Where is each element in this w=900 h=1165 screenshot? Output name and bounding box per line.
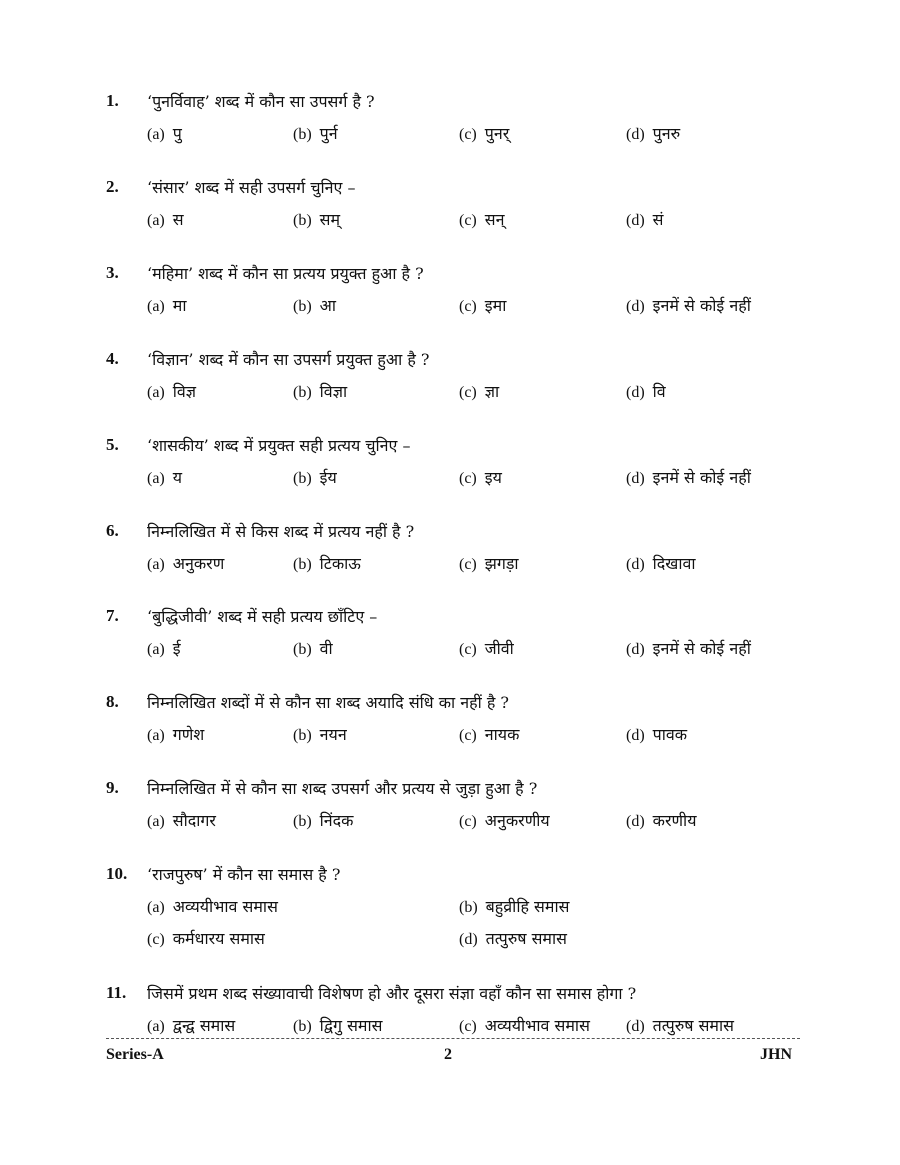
option-text: वि	[652, 382, 666, 401]
answer-option	[147, 927, 265, 949]
answer-option	[293, 637, 333, 659]
answer-option	[293, 380, 347, 402]
option-label: (d)	[626, 384, 645, 401]
answer-option	[459, 294, 506, 316]
answer-option	[459, 122, 509, 144]
answer-option	[459, 637, 514, 659]
footer-series: Series-A	[106, 1046, 164, 1063]
option-text: स	[172, 210, 184, 229]
answer-option	[147, 552, 224, 574]
answer-option	[626, 466, 751, 488]
answer-option	[293, 552, 361, 574]
option-label: (a)	[147, 1018, 165, 1035]
answer-option	[459, 809, 550, 831]
option-label: (d)	[626, 298, 645, 315]
answer-option	[626, 637, 751, 659]
question-text: ‘राजपुरुष’ में कौन सा समास है ?	[147, 865, 341, 884]
option-label: (b)	[293, 556, 312, 573]
option-label: (a)	[147, 813, 165, 830]
option-label: (b)	[293, 1018, 312, 1035]
option-text: ई	[172, 639, 181, 658]
question-text: जिसमें प्रथम शब्द संख्यावाची विशेषण हो और दूसरा संज्ञा वहाँ कौन सा समास होगा ?	[147, 984, 637, 1003]
question-number: 2.	[106, 177, 119, 196]
option-text: नायक	[484, 725, 520, 744]
answer-option	[626, 1014, 734, 1036]
question-text: निम्नलिखित में से कौन सा शब्द उपसर्ग और प्रत्यय से जुड़ा हुआ है ?	[147, 779, 538, 798]
answer-option	[626, 723, 687, 745]
answer-option	[626, 294, 751, 316]
question-number: 1.	[106, 91, 119, 110]
question-number: 4.	[106, 349, 119, 368]
option-text: इमा	[484, 296, 507, 315]
question-text: निम्नलिखित शब्दों में से कौन सा शब्द अयादि संधि का नहीं है ?	[147, 693, 509, 712]
option-label: (d)	[626, 556, 645, 573]
option-text: सन्	[484, 210, 505, 229]
option-label: (c)	[459, 298, 477, 315]
option-text: दिखावा	[652, 554, 696, 573]
answer-option	[147, 122, 182, 144]
option-text: अव्ययीभाव समास	[172, 897, 278, 916]
option-text: ईय	[319, 468, 337, 487]
option-label: (b)	[293, 126, 312, 143]
option-text: मा	[172, 296, 187, 315]
option-label: (b)	[293, 727, 312, 744]
option-label: (a)	[147, 384, 165, 401]
option-label: (c)	[459, 126, 477, 143]
option-text: अनुकरणीय	[484, 811, 550, 830]
option-label: (a)	[147, 126, 165, 143]
option-text: कर्मधारय समास	[172, 929, 265, 948]
option-text: आ	[319, 296, 337, 315]
option-label: (b)	[293, 813, 312, 830]
answer-option	[459, 466, 502, 488]
footer-page-number: 2	[444, 1046, 452, 1063]
option-text: इनमें से कोई नहीं	[652, 296, 751, 315]
option-text: निंदक	[319, 811, 354, 830]
option-label: (d)	[626, 126, 645, 143]
answer-option	[147, 895, 278, 917]
footer-divider	[106, 1038, 800, 1039]
option-label: (a)	[147, 556, 165, 573]
question-number: 9.	[106, 778, 119, 797]
answer-option	[459, 552, 519, 574]
option-label: (c)	[459, 813, 477, 830]
option-label: (a)	[147, 470, 165, 487]
answer-option	[147, 809, 216, 831]
option-text: तत्पुरुष समास	[652, 1016, 734, 1035]
option-text: सौदागर	[172, 811, 216, 830]
option-text: पुर्न	[319, 124, 338, 143]
option-text: सम्	[319, 210, 341, 229]
option-label: (c)	[459, 556, 477, 573]
option-text: झगड़ा	[484, 554, 519, 573]
answer-option	[147, 637, 181, 659]
option-text: य	[172, 468, 183, 487]
answer-option	[626, 809, 696, 831]
option-label: (c)	[459, 470, 477, 487]
answer-option	[459, 895, 569, 917]
option-label: (d)	[626, 727, 645, 744]
option-label: (d)	[626, 813, 645, 830]
option-text: करणीय	[652, 811, 697, 830]
answer-option	[147, 466, 182, 488]
answer-option	[293, 809, 353, 831]
option-text: इय	[484, 468, 502, 487]
answer-option	[147, 380, 196, 402]
option-text: द्वन्द्व समास	[172, 1016, 236, 1035]
option-label: (d)	[459, 931, 478, 948]
option-text: ज्ञा	[484, 382, 500, 401]
option-text: इनमें से कोई नहीं	[652, 639, 751, 658]
option-text: पावक	[652, 725, 688, 744]
option-text: पुनर्	[484, 124, 510, 143]
footer-code: JHN	[760, 1046, 792, 1063]
answer-option	[147, 294, 186, 316]
question-number: 7.	[106, 606, 119, 625]
option-label: (b)	[293, 212, 312, 229]
question-number: 3.	[106, 263, 119, 282]
option-text: अव्ययीभाव समास	[484, 1016, 590, 1035]
question-text: ‘संसार’ शब्द में सही उपसर्ग चुनिए –	[147, 178, 356, 197]
answer-option	[626, 380, 666, 402]
answer-option	[293, 723, 347, 745]
answer-option	[459, 208, 504, 230]
option-label: (a)	[147, 641, 165, 658]
option-label: (a)	[147, 298, 165, 315]
option-label: (a)	[147, 899, 165, 916]
question-text: ‘विज्ञान’ शब्द में कौन सा उपसर्ग प्रयुक्त हुआ है ?	[147, 350, 430, 369]
answer-option	[147, 208, 184, 230]
option-text: द्विगु समास	[319, 1016, 383, 1035]
option-text: बहुव्रीहि समास	[485, 897, 570, 916]
option-label: (d)	[626, 212, 645, 229]
option-label: (a)	[147, 727, 165, 744]
question-number: 8.	[106, 692, 119, 711]
answer-option	[293, 1014, 382, 1036]
option-text: टिकाऊ	[319, 554, 361, 573]
option-label: (c)	[459, 1018, 477, 1035]
option-text: विज्ञ	[172, 382, 197, 401]
option-label: (b)	[293, 384, 312, 401]
option-label: (c)	[459, 641, 477, 658]
option-label: (c)	[459, 727, 477, 744]
answer-option	[293, 122, 338, 144]
option-label: (b)	[293, 641, 312, 658]
question-number: 11.	[106, 983, 127, 1002]
answer-option	[147, 1014, 235, 1036]
option-text: विज्ञा	[319, 382, 348, 401]
answer-option	[293, 208, 340, 230]
answer-option	[459, 927, 567, 949]
question-text: निम्नलिखित में से किस शब्द में प्रत्यय नहीं है ?	[147, 522, 415, 541]
question-text: ‘शासकीय’ शब्द में प्रयुक्त सही प्रत्यय चुनिए –	[147, 436, 411, 455]
option-label: (c)	[459, 212, 477, 229]
answer-option	[626, 552, 696, 574]
answer-option	[626, 208, 663, 230]
option-text: नयन	[319, 725, 347, 744]
answer-option	[626, 122, 680, 144]
option-text: इनमें से कोई नहीं	[652, 468, 751, 487]
option-label: (b)	[459, 899, 478, 916]
question-number: 5.	[106, 435, 119, 454]
answer-option	[147, 723, 204, 745]
option-label: (d)	[626, 1018, 645, 1035]
question-text: ‘बुद्धिजीवी’ शब्द में सही प्रत्यय छाँटिए –	[147, 607, 378, 626]
option-text: पुनरु	[652, 124, 681, 143]
question-text: ‘महिमा’ शब्द में कौन सा प्रत्यय प्रयुक्त हुआ है ?	[147, 264, 424, 283]
option-label: (a)	[147, 212, 165, 229]
option-text: तत्पुरुष समास	[485, 929, 567, 948]
option-label: (b)	[293, 298, 312, 315]
answer-option	[293, 466, 337, 488]
option-text: जीवी	[484, 639, 514, 658]
question-number: 10.	[106, 864, 128, 883]
question-text: ‘पुनर्विवाह’ शब्द में कौन सा उपसर्ग है ?	[147, 92, 375, 111]
option-text: गणेश	[172, 725, 205, 744]
option-text: वी	[319, 639, 333, 658]
option-label: (c)	[147, 931, 165, 948]
option-text: अनुकरण	[172, 554, 225, 573]
option-label: (d)	[626, 470, 645, 487]
option-label: (b)	[293, 470, 312, 487]
option-label: (d)	[626, 641, 645, 658]
option-text: पु	[172, 124, 182, 143]
answer-option	[459, 380, 499, 402]
question-number: 6.	[106, 521, 119, 540]
option-text: सं	[652, 210, 664, 229]
answer-option	[459, 1014, 590, 1036]
answer-option	[459, 723, 519, 745]
option-label: (c)	[459, 384, 477, 401]
answer-option	[293, 294, 336, 316]
